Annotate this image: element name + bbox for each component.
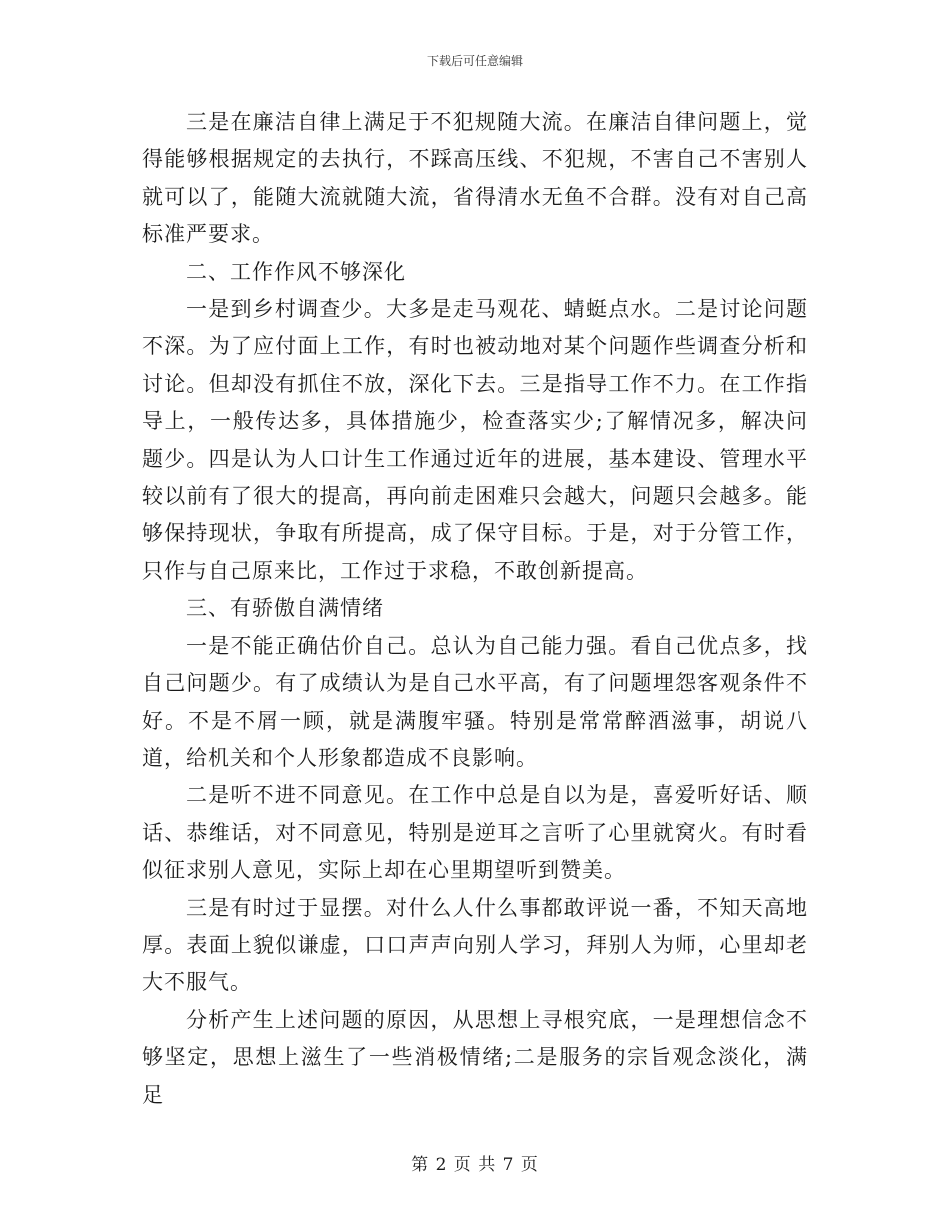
section-heading-work-style: 二、工作作风不够深化 <box>186 259 406 284</box>
paragraph-cause-analysis: 分析产生上述问题的原因，从思想上寻根究底，一是理想信念不够坚定，思想上滋生了一些消极情绪;二是服务的宗旨观念淡化，满足 <box>142 1007 808 1107</box>
section-heading-complacency: 三、有骄傲自满情绪 <box>186 596 384 621</box>
paragraph-work-style: 一是到乡村调查少。大多是走马观花、蜻蜓点水。二是讨论问题不深。为了应付面上工作，有时也被动地对某个问题作些调查分析和讨论。但却没有抓住不放，深化下去。三是指导工作不力。在工作指导上，一般传达多，具体措施少，检查落实少;了解情况多，解决问题少。四是认为人口计生工作通过近年的进展，基本建设、管理水平较以前有了很大的提高，再向前走困难只会越大，问题只会越多。能够保持现状，争取有所提高，成了保守目标。于是，对于分管工作，只作与自己原来比，工作过于求稳，不敢创新提高。 <box>142 297 808 583</box>
paragraph-self-assessment: 一是不能正确估价自己。总认为自己能力强。看自己优点多，找自己问题少。有了成绩认为是自己水平高，有了问题埋怨客观条件不好。不是不屑一顾，就是满腹牢骚。特别是常常醉酒滋事，胡说八道，给机关和个人形象都造成不良影响。 <box>142 633 808 770</box>
page-footer: 第 2 页 共 7 页 <box>411 1155 539 1175</box>
paragraph-showing-off: 三是有时过于显摆。对什么人什么事都敢评说一番，不知天高地厚。表面上貌似谦虚，口口声声向别人学习，拜别人为师，心里却老大不服气。 <box>142 895 808 995</box>
paragraph-opinions: 二是听不进不同意见。在工作中总是自以为是，喜爱听好话、顺话、恭维话，对不同意见，特别是逆耳之言听了心里就窝火。有时看似征求别人意见，实际上却在心里期望听到赞美。 <box>142 783 808 883</box>
paragraph-integrity: 三是在廉洁自律上满足于不犯规随大流。在廉洁自律问题上，觉得能够根据规定的去执行，不踩高压线、不犯规，不害自己不害别人就可以了，能随大流就随大流，省得清水无鱼不合群。没有对自己高标准严要求。 <box>142 110 808 247</box>
page-header: 下载后可任意编辑 <box>426 54 523 68</box>
document-body <box>142 104 808 1114</box>
